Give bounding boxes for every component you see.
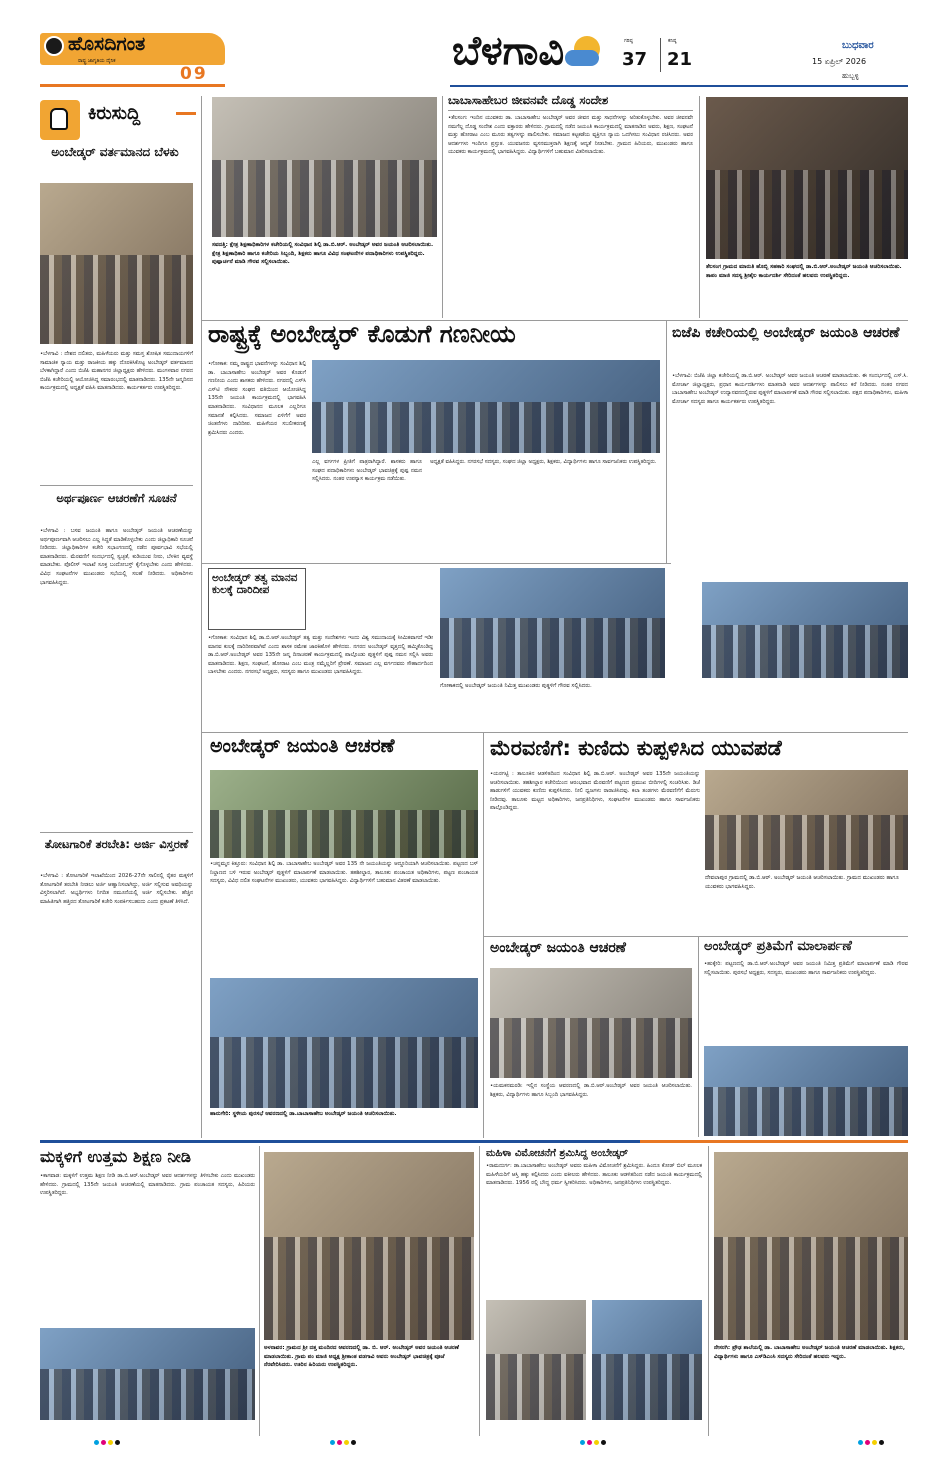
malarpane-photo [704,1046,908,1136]
registration-dots-mid2 [580,1440,606,1445]
jayanti1-photo [210,770,478,858]
jayanti2-headline: ಅಂಬೇಡ್ಕರ್ ಜಯಂತಿ ಆಚರಣೆ [490,940,626,956]
max-temp: 37 [622,49,648,70]
page-number: 09 [180,64,208,84]
bottom-left-photo [40,1328,255,1420]
paper-tagline: ರಾಷ್ಟ್ರ ಜಾಗೃತಿಯ ದೈನಿಕ [78,58,116,64]
jayanti2-body: •ಯಮಕನಮರಡಿ: ಇಲ್ಲಿನ ಸಂಸ್ಥೆಯ ಆವರಣದಲ್ಲಿ ಡಾ.ಬಿ.ಆರ್.ಅಂಬೇಡ್ಕರ್ ಅವರ ಜಯಂತಿ ಆಚರಿಸಲಾಯಿತು. ಶಿಕ್ಷಕರು, ವಿದ್ಯಾರ್ಥಿಗಳು ಹಾಗೂ ಸಿಬ್ಬಂದಿ ಭಾಗವಹಿಸಿದ್ದರು. [490,1083,692,1098]
col1-headline-3: ತೋಟಗಾರಿಕೆ ತರಬೇತಿ: ಅರ್ಜಿ ವಿಸ್ತರಣೆ [44,837,189,851]
registration-dots-left [94,1440,120,1445]
kirusuddi-label: ಕಿರುಸುದ್ದಿ [88,103,141,124]
hand-point-icon [50,108,68,130]
col1-headline-2: ಅರ್ಥಪೂರ್ಣ ಆಚರಣೆಗೆ ಸೂಚನೆ [56,491,177,505]
tatva-caption: ಗೋಕಾಕದಲ್ಲಿ ಅಂಬೇಡ್ಕರ್ ಜಯಂತಿ ನಿಮಿತ್ತ ಮುಖಂಡರು ಪುತ್ಥಳಿಗೆ ಗೌರವ ಸಲ್ಲಿಸಿದರು. [440,683,592,689]
malarpane-headline: ಅಂಬೇಡ್ಕರ್ ಪ್ರತಿಮೆಗೆ ಮಾಲಾರ್ಪಣೆ [704,939,852,954]
meravanige-body: •ಯರಗಟ್ಟಿ : ತಾಲೂಕಿನ ಆಡಳಿತದಿಂದ ಸಂವಿಧಾನ ಶಿಲ್ಪಿ ಡಾ.ಬಿ.ಆರ್. ಅಂಬೇಡ್ಕರ್ ಅವರ 135ನೇ ಜಯಂತಿಯನ್ನು ಆಚರಿಸಲಾಯಿತು. ತಹಶೀಲ್ದಾರ ಕಚೇರಿಯಿಂದ ಆರಂಭವಾದ ಮೆರವಣಿಗೆ ಪಟ್ಟಣದ ಪ್ರಮುಖ ಬೀದಿಗಳಲ್ಲಿ ಸಂಚರಿಸಿತು. ಡಿಜೆ ಹಾಡುಗಳಿಗೆ ಯುವಕರು ಕುಣಿದು ಕುಪ್ಪಳಿಸಿದರು. ನೀಲಿ ಧ್ವಜಗಳು ರಾರಾಜಿಸಿದವು. ಕಲಾ ತಂಡಗಳು ಮೆರವಣಿಗೆಗೆ ಮೆರುಗು ನೀಡಿದವು. ತಾಲೂಕು ಮಟ್ಟದ ಅಧಿಕಾರಿಗಳು, ಜನಪ್ರತಿನಿಧಿಗಳು, ಸಂಘಟನೆಗಳ ಮುಖಂಡರು ಹಾಗೂ ಸಾರ್ವಜನಿಕರು ಪಾಲ್ಗೊಂಡಿದ್ದರು. [490,771,700,812]
telasang-caption: ತೆಲಸಂಗ ಗ್ರಾಮದ ಮಾರುತಿ ಹೊಬ್ಬಿ ಸಹಕಾರಿ ಸಂಘದಲ್ಲಿ ಡಾ.ಬಿ.ಆರ್.ಅಂಬೇಡ್ಕರ್ ಜಯಂತಿ ಆಚರಿಸಲಾಯಿತು. ತಾಪಂ ಮಾಜಿ ಸದಸ್ಯ ಶ್ರೀಶೈಲ ಕಾರ್ಯದರ್ಶಿ ಸೇರಿದಂತೆ ಹಲವರು ಉಪಸ್ಥಿತರಿದ್ದರು. [706,264,902,279]
page-number-underline [40,84,225,87]
rashtra-photo [312,360,660,453]
min-label: ಕನಿಷ್ಠ [668,38,677,44]
jayanti1-headline: ಅಂಬೇಡ್ಕರ್ ಜಯಂತಿ ಆಚರಣೆ [210,735,395,757]
tatva-photo [440,568,665,678]
issue-date: 15 ಏಪ್ರಿಲ್ 2026 [812,57,867,66]
issue-day: ಬುಧವಾರ [842,40,874,51]
section-title: ಬೆಳಗಾವಿ [452,28,565,74]
tatva-body: •ಗೋಕಾಕ: ಸಂವಿಧಾನ ಶಿಲ್ಪಿ ಡಾ.ಬಿ.ಆರ್.ಅಂಬೇಡ್ಕರ್ ತತ್ವ ಮತ್ತು ಸಂದೇಶಗಳು ಇಂದು ವಿಶ್ವ ಸಮುದಾಯಕ್ಕೆ ಸೀಮಿತವಾಗದೆ ಇಡೀ ಮಾನವ ಕುಲಕ್ಕೆ ದಾರಿದೀಪವಾಗಿವೆ ಎಂದು ಶಾಸಕ ರಮೇಶ ಜಾರಕಿಹೊಳಿ ಹೇಳಿದರು. ನಗರದ ಅಂಬೇಡ್ಕರ್ ವೃತ್ತದಲ್ಲಿ ಹಮ್ಮಿಕೊಂಡಿದ್ದ ಡಾ.ಬಿ.ಆರ್.ಅಂಬೇಡ್ಕರ್ ಅವರ 135ನೇ ಜನ್ಮ ದಿನಾಚರಣೆ ಕಾರ್ಯಕ್ರಮದಲ್ಲಿ ಪಾಲ್ಗೊಂಡು ಪುತ್ಥಳಿಗೆ ಪುಷ್ಪ ನಮನ ಸಲ್ಲಿಸಿ ಅವರು ಮಾತನಾಡಿದರು. ಶಿಕ್ಷಣ, ಸಂಘಟನೆ, ಹೋರಾಟ ಎಂಬ ಮಂತ್ರ ನಮ್ಮೆಲ್ಲರಿಗೆ ಪ್ರೇರಣೆ. ಸಮಾಜದ ಎಲ್ಲ ವರ್ಗದವರು ಸೌಹಾರ್ದದಿಂದ ಬಾಳಬೇಕು ಎಂದರು. ನಗರಸಭೆ ಅಧ್ಯಕ್ಷರು, ಸದಸ್ಯರು ಹಾಗೂ ಮುಖಂಡರು ಭಾಗವಹಿಸಿದ್ದರು. [208,635,433,676]
mahila-headline: ಮಹಿಳಾ ವಿಮೋಚನೆಗೆ ಶ್ರಮಿಸಿದ್ದ ಅಂಬೇಡ್ಕರ್ [486,1148,629,1159]
bjp-headline: ಬಿಜೆಪಿ ಕಚೇರಿಯಲ್ಲಿ ಅಂಬೇಡ್ಕರ್ ಜಯಂತಿ ಆಚರಣೆ [672,325,900,341]
col1-story-3: •ಬೆಳಗಾವಿ : ತೋಟಗಾರಿಕೆ ಇಲಾಖೆಯಿಂದ 2026-27ನೇ ಸಾಲಿನಲ್ಲಿ ರೈತರ ಮಕ್ಕಳಿಗೆ ತೋಟಗಾರಿಕೆ ತರಬೇತಿ ನೀಡಲು ಅರ್ಜಿ ಆಹ್ವಾನಿಸಲಾಗಿದ್ದು, ಅರ್ಜಿ ಸಲ್ಲಿಸುವ ಅವಧಿಯನ್ನು ವಿಸ್ತರಿಸಲಾಗಿದೆ. ಅಭ್ಯರ್ಥಿಗಳು ನಿಗದಿತ ನಮೂನೆಯಲ್ಲಿ ಅರ್ಜಿ ಸಲ್ಲಿಸಬೇಕು. ಹೆಚ್ಚಿನ ಮಾಹಿತಿಗಾಗಿ ಹತ್ತಿರದ ತೋಟಗಾರಿಕೆ ಕಚೇರಿ ಸಂಪರ್ಕಿಸಬಹುದು ಎಂದು ಪ್ರಕಟಣೆ ತಿಳಿಸಿದೆ. [40,873,193,905]
mahila-photo-1 [486,1300,586,1420]
edition-name: ಹುಬ್ಬಳ್ಳಿ [842,72,859,80]
rashtra-headline: ರಾಷ್ಟ್ರಕ್ಕೆ ಅಂಬೇಡ್ಕರ್ ಕೊಡುಗೆ ಗಣನೀಯ [208,320,516,348]
bottom-left-body: •ಕಾಗವಾಡ: ಮಕ್ಕಳಿಗೆ ಉತ್ತಮ ಶಿಕ್ಷಣ ನೀಡಿ ಡಾ.ಬಿ.ಆರ್.ಅಂಬೇಡ್ಕರ್ ಅವರ ಆದರ್ಶಗಳನ್ನು ತಿಳಿಸಬೇಕು ಎಂದು ಮುಖಂಡರು ಹೇಳಿದರು. ಗ್ರಾಮದಲ್ಲಿ 135ನೇ ಜಯಂತಿ ಆಚರಣೆಯಲ್ಲಿ ಮಾತನಾಡಿದರು. ಗ್ರಾಮ ಪಂಚಾಯತ ಸದಸ್ಯರು, ಹಿರಿಯರು ಉಪಸ್ಥಿತರಿದ್ದರು. [40,1173,255,1197]
rashtra-body-left: •ಗೋಕಾಕ: ನಮ್ಮ ರಾಷ್ಟ್ರದ ಭಾವನೆಗಳನ್ನು ಸಂವಿಧಾನ ಶಿಲ್ಪಿ ಡಾ. ಬಾಬಾಸಾಹೇಬ ಅಂಬೇಡ್ಕರ್ ಅವರ ಕೊಡುಗೆ ಗಣನೀಯ ಎಂದು ಶಾಸಕರು ಹೇಳಿದರು. ನಗರದಲ್ಲಿ ಎಸ್‌ಸಿ ಎಸ್‌ಟಿ ನೌಕರರ ಸಂಘದ ವತಿಯಿಂದ ಆಯೋಜಿಸಿದ್ದ 135ನೇ ಜಯಂತಿ ಕಾರ್ಯಕ್ರಮದಲ್ಲಿ ಭಾಗವಹಿಸಿ ಮಾತನಾಡಿದರು. ಸಂವಿಧಾನದ ಮೂಲಕ ಎಲ್ಲರಿಗೂ ಸಮಾನತೆ ಕಲ್ಪಿಸಿದರು. ಸಮಾಜದ ಏಳಿಗೆಗೆ ಅವರ ಚಿಂತನೆಗಳು ದಾರಿದೀಪ. ಮಹಿಳೆಯರ ಸಬಲೀಕರಣಕ್ಕೆ ಶ್ರಮಿಸಿದರು ಎಂದರು. [208,361,306,436]
paper-name: ಹೊಸದಿಗಂತ [68,33,146,55]
harugeri-photo [210,978,478,1108]
savadatti-caption: ಸವದತ್ತಿ: ಕ್ಷೇತ್ರ ಶಿಕ್ಷಣಾಧಿಕಾರಿಗಳ ಕಚೇರಿಯಲ್ಲಿ ಸಂವಿಧಾನ ಶಿಲ್ಪಿ ಡಾ.ಬಿ.ಆರ್. ಅಂಬೇಡ್ಕರ್ ಅವರ ಜಯಂತಿ ಆಚರಿಸಲಾಯಿತು. ಕ್ಷೇತ್ರ ಶಿಕ್ಷಣಾಧಿಕಾರಿ ಹಾಗೂ ಕಚೇರಿಯ ಸಿಬ್ಬಂದಿ, ಶಿಕ್ಷಕರು ಹಾಗೂ ವಿವಿಧ ಸಂಘಟನೆಗಳ ಪದಾಧಿಕಾರಿಗಳು ಉಪಸ್ಥಿತರಿದ್ದರು. ಪುಷ್ಪಾರ್ಚನೆ ಮಾಡಿ ಗೌರವ ಸಲ್ಲಿಸಲಾಯಿತು. [212,242,434,266]
bottom-left-headline: ಮಕ್ಕಳಿಗೆ ಉತ್ತಮ ಶಿಕ್ಷಣ ನೀಡಿ [40,1147,191,1166]
nesaragi-caption: ನೇಸರಗಿ: ಪ್ರೌಢ ಶಾಲೆಯಲ್ಲಿ ಡಾ. ಬಾಬಾಸಾಹೇಬ ಅಂಬೇಡ್ಕರ್ ಜಯಂತಿ ಆಚರಣೆ ಮಾಡಲಾಯಿತು. ಶಿಕ್ಷಕರು, ವಿದ್ಯಾರ್ಥಿಗಳು ಹಾಗೂ ಎಸ್‌ಡಿಎಂಸಿ ಸದಸ್ಯರು ಸೇರಿದಂತೆ ಹಲವರು ಇದ್ದರು. [714,1345,906,1360]
rashtra-body-right: ಅಧ್ಯಕ್ಷತೆ ವಹಿಸಿದ್ದರು. ನಗರಸಭೆ ಸದಸ್ಯರು, ಸಂಘದ ಜಿಲ್ಲಾ ಅಧ್ಯಕ್ಷರು, ಶಿಕ್ಷಕರು, ವಿದ್ಯಾರ್ಥಿಗಳು ಹಾಗೂ ಸಾರ್ವಜನಿಕರು ಉಪಸ್ಥಿತರಿದ್ದರು. [430,459,657,465]
top-story-body: •ತೆಲಸಂಗ: ಇಂದಿನ ಯುವಕರು ಡಾ. ಬಾಬಾಸಾಹೇಬ ಅಂಬೇಡ್ಕರ್ ಅವರ ಜೀವನ ಮತ್ತು ಸಾಧನೆಗಳನ್ನು ಅರಿತುಕೊಳ್ಳಬೇಕು. ಅವರ ಜೀವನವೇ ನಮಗೆಲ್ಲ ದೊಡ್ಡ ಸಂದೇಶ ಎಂದು ವಕ್ತಾರರು ಹೇಳಿದರು. ಗ್ರಾಮದಲ್ಲಿ ನಡೆದ ಜಯಂತಿ ಕಾರ್ಯಕ್ರಮದಲ್ಲಿ ಮಾತನಾಡಿದ ಅವರು, ಶಿಕ್ಷಣ, ಸಂಘಟನೆ ಮತ್ತು ಹೋರಾಟ ಎಂಬ ಮೂರು ತತ್ವಗಳನ್ನು ಪಾಲಿಸಬೇಕು. ಸಮಾಜದ ಕಟ್ಟಕಡೆಯ ವ್ಯಕ್ತಿಗೂ ನ್ಯಾಯ ಒದಗಿಸಲು ಸಂವಿಧಾನ ರಚಿಸಿದರು. ಅವರ ಆದರ್ಶಗಳು ಇಂದಿಗೂ ಪ್ರಸ್ತುತ. ಯುವಜನರು ವ್ಯಸನಮುಕ್ತರಾಗಿ ಶಿಕ್ಷಣಕ್ಕೆ ಆದ್ಯತೆ ನೀಡಬೇಕು. ಗ್ರಾಮದ ಹಿರಿಯರು, ಮುಖಂಡರು ಹಾಗೂ ಯುವಕರು ಕಾರ್ಯಕ್ರಮದಲ್ಲಿ ಭಾಗವಹಿಸಿದ್ದರು. ವಿದ್ಯಾರ್ಥಿಗಳಿಗೆ ಬಹುಮಾನ ವಿತರಿಸಲಾಯಿತು. [448,115,693,156]
meravanige-photo [705,770,908,870]
alnavar-caption: ಅಳನಾವರ: ಗ್ರಾಮದ ಶ್ರೀ ದತ್ತ ಮಂದಿರದ ಆವರಣದಲ್ಲಿ ಡಾ. ಬಿ. ಆರ್. ಅಂಬೇಡ್ಕರ್ ಅವರ ಜಯಂತಿ ಆಚರಣೆ ಮಾಡಲಾಯಿತು. ಗ್ರಾಮ ಪಂ ಮಾಜಿ ಅಧ್ಯಕ್ಷ ಶ್ರೀಕಾಂತ ವಡಗಾವಿ ಅವರು ಅಂಬೇಡ್ಕರ್ ಭಾವಚಿತ್ರಕ್ಕೆ ಪೂಜೆ ನೆರವೇರಿಸಿದರು. ಊರಿನ ಹಿರಿಯರು ಉಪಸ್ಥಿತರಿದ್ದರು. [264,1345,459,1369]
top-story-headline: ಬಾಬಾಸಾಹೇಬರ ಜೀವನವೇ ದೊಡ್ಡ ಸಂದೇಶ [448,93,609,107]
rashtra-body-mid: ಎಲ್ಲ ವರ್ಗಗಳ ಪ್ರೀತಿಗೆ ಪಾತ್ರರಾಗಿದ್ದಾರೆ. ಶಾಸಕರು ಹಾಗೂ ಸಂಘದ ಪದಾಧಿಕಾರಿಗಳು ಅಂಬೇಡ್ಕರ್ ಭಾವಚಿತ್ರಕ್ಕೆ ಪುಷ್ಪ ನಮನ ಸಲ್ಲಿಸಿದರು. ನಂತರ ಉಪನ್ಯಾಸ ಕಾರ್ಯಕ್ರಮ ನಡೆಯಿತು. [312,459,422,483]
registration-dots-mid [330,1440,356,1445]
logo-emblem-icon [44,36,64,56]
mahila-photo-2 [592,1300,702,1420]
nesaragi-photo [714,1152,908,1340]
registration-dots-right [858,1440,884,1445]
col1-story-1: •ಬೆಳಗಾವಿ : ದೇಶದ ದಲಿತರು, ಮಹಿಳೆಯರು ಮತ್ತು ಸಮಸ್ತ ಶೋಷಿತ ಸಮುದಾಯಗಳಿಗೆ ಸಾಮಾಜಿಕ ನ್ಯಾಯ ಮತ್ತು ರಾಜಕೀಯ ಹಕ್ಕು ದೊರಕಿಸಿಕೊಟ್ಟ ಅಂಬೇಡ್ಕರ್ ವರ್ತಮಾನದ ಬೆಳಕಾಗಿದ್ದಾರೆ ಎಂದು ಬಿಜೆಪಿ ಮಹಾನಗರ ಜಿಲ್ಲಾಧ್ಯಕ್ಷರು ಹೇಳಿದರು. ಮಂಗಳವಾರ ನಗರದ ಬಿಜೆಪಿ ಕಚೇರಿಯಲ್ಲಿ ಆಯೋಜಿಸಿದ್ದ ಸಮಾರಂಭದಲ್ಲಿ ಮಾತನಾಡಿದರು. 135ನೇ ಜನ್ಮದಿನದ ಕಾರ್ಯಕ್ರಮದಲ್ಲಿ ಅಧ್ಯಕ್ಷತೆ ವಹಿಸಿ ಮಾತನಾಡಿದರು. ಕಾರ್ಯಕರ್ತರು ಉಪಸ್ಥಿತರಿದ್ದರು. [40,351,193,392]
meravanige-headline: ಮೆರವಣಿಗೆ: ಕುಣಿದು ಕುಪ್ಪಳಿಸಿದ ಯುವಪಡೆ [490,736,782,760]
tatva-headline: ಅಂಬೇಡ್ಕರ್ ತತ್ವ ಮಾನವ ಕುಲಕ್ಕೆ ದಾರಿದೀಪ [212,572,298,597]
meravanige-caption: ದೇವಲಾಪುರ ಗ್ರಾಮದಲ್ಲಿ ಡಾ.ಬಿ.ಆರ್. ಅಂಬೇಡ್ಕರ್ ಜಯಂತಿ ಆಚರಿಸಲಾಯಿತು. ಗ್ರಾಮದ ಮುಖಂಡರು ಹಾಗೂ ಯುವಕರು ಭಾಗವಹಿಸಿದ್ದರು. [705,875,899,890]
weather-cloud-icon [565,50,599,66]
malarpane-body: •ಹುಕ್ಕೇರಿ: ಪಟ್ಟಣದಲ್ಲಿ ಡಾ.ಬಿ.ಆರ್.ಅಂಬೇಡ್ಕರ್ ಅವರ ಜಯಂತಿ ನಿಮಿತ್ತ ಪ್ರತಿಮೆಗೆ ಮಾಲಾರ್ಪಣೆ ಮಾಡಿ ಗೌರವ ಸಲ್ಲಿಸಲಾಯಿತು. ಪುರಸಭೆ ಅಧ್ಯಕ್ಷರು, ಸದಸ್ಯರು, ಮುಖಂಡರು ಹಾಗೂ ಸಾರ್ವಜನಿಕರು ಉಪಸ್ಥಿತರಿದ್ದರು. [704,961,908,976]
harugeri-caption: ಹಾರುಗೇರಿ: ಸ್ಥಳೀಯ ಪುರಸಭೆ ಆವರಣದಲ್ಲಿ ಡಾ.ಬಾಬಾಸಾಹೇಬ ಅಂಬೇಡ್ಕರ್ ಜಯಂತಿ ಆಚರಿಸಲಾಯಿತು. [210,1111,397,1117]
col1-headline-1: ಅಂಬೇಡ್ಕರ್ ವರ್ತಮಾನದ ಬೆಳಕು [51,145,179,159]
yamakanamaradi-photo [490,968,692,1078]
bjp-photo-2 [702,582,908,678]
alnavar-photo [264,1152,474,1340]
savadatti-photo [212,97,437,237]
section-divider-accent [640,1140,908,1143]
col1-photo-1 [40,183,193,344]
mahila-body: •ರಾಮದುರ್ಗ: ಡಾ.ಬಾಬಾಸಾಹೇಬ ಅಂಬೇಡ್ಕರ್ ಅವರು ಮಹಿಳಾ ವಿಮೋಚನೆಗೆ ಶ್ರಮಿಸಿದ್ದರು. ಹಿಂದೂ ಕೋಡ್ ಬಿಲ್ ಮೂಲಕ ಮಹಿಳೆಯರಿಗೆ ಆಸ್ತಿ ಹಕ್ಕು ಕಲ್ಪಿಸಿದರು ಎಂದು ವಕೀಲರು ಹೇಳಿದರು. ತಾಲೂಕು ಆಡಳಿತದಿಂದ ನಡೆದ ಜಯಂತಿ ಕಾರ್ಯಕ್ರಮದಲ್ಲಿ ಮಾತನಾಡಿದರು. 1956 ರಲ್ಲಿ ಬೌದ್ಧ ಧರ್ಮ ಸ್ವೀಕರಿಸಿದರು. ಅಧಿಕಾರಿಗಳು, ಜನಪ್ರತಿನಿಧಿಗಳು ಉಪಸ್ಥಿತರಿದ್ದರು. [486,1163,702,1187]
masthead-rule [450,85,908,87]
col1-story-2: •ಬೆಳಗಾವಿ : ಬಸವ ಜಯಂತಿ ಹಾಗೂ ಅಂಬೇಡ್ಕರ್ ಜಯಂತಿ ಆಚರಣೆಯನ್ನು ಅರ್ಥಪೂರ್ಣವಾಗಿ ಆಚರಿಸಲು ಎಲ್ಲ ಸಿದ್ಧತೆ ಮಾಡಿಕೊಳ್ಳಬೇಕು ಎಂದು ಜಿಲ್ಲಾಧಿಕಾರಿ ಸೂಚನೆ ನೀಡಿದರು. ಜಿಲ್ಲಾಧಿಕಾರಿಗಳ ಕಚೇರಿ ಸಭಾಂಗಣದಲ್ಲಿ ನಡೆದ ಪೂರ್ವಭಾವಿ ಸಭೆಯಲ್ಲಿ ಮಾತನಾಡಿದರು. ಮೆರವಣಿಗೆ ಸಂದರ್ಭದಲ್ಲಿ ಸ್ವಚ್ಛತೆ, ಕುಡಿಯುವ ನೀರು, ಬೆಳಕಿನ ವ್ಯವಸ್ಥೆ ಮಾಡಬೇಕು. ಪೊಲೀಸ್ ಇಲಾಖೆ ಸೂಕ್ತ ಬಂದೋಬಸ್ತ್ ಕೈಗೊಳ್ಳಬೇಕು ಎಂದು ಹೇಳಿದರು. ವಿವಿಧ ಸಂಘಟನೆಗಳ ಮುಖಂಡರು ಸಭೆಯಲ್ಲಿ ಸಲಹೆ ನೀಡಿದರು. ಅಧಿಕಾರಿಗಳು ಭಾಗವಹಿಸಿದ್ದರು. [40,528,193,586]
jayanti1-body: •ಚನ್ನಮ್ಮನ ಕಿತ್ತೂರು: ಸಂವಿಧಾನ ಶಿಲ್ಪಿ ಡಾ. ಬಾಬಾಸಾಹೇಬ ಅಂಬೇಡ್ಕರ್ ಅವರ 135 ನೇ ಜಯಂತಿಯನ್ನು ಆದ್ದೂರಿಯಾಗಿ ಆಚರಿಸಲಾಯಿತು. ಪಟ್ಟಣದ ಬಸ್ ನಿಲ್ದಾಣದ ಬಳಿ ಇರುವ ಅಂಬೇಡ್ಕರ್ ಪುತ್ಥಳಿಗೆ ಮಾಲಾರ್ಪಣೆ ಮಾಡಲಾಯಿತು. ತಹಶೀಲ್ದಾರ, ತಾಲೂಕು ಪಂಚಾಯತ ಅಧಿಕಾರಿಗಳು, ಪಟ್ಟಣ ಪಂಚಾಯತ ಸದಸ್ಯರು, ವಿವಿಧ ದಲಿತ ಸಂಘಟನೆಗಳ ಮುಖಂಡರು, ಯುವಕರು ಭಾಗವಹಿಸಿದ್ದರು. ವಿದ್ಯಾರ್ಥಿಗಳಿಗೆ ಬಹುಮಾನ ವಿತರಣೆ ಮಾಡಲಾಯಿತು. [210,861,478,885]
max-label: ಗರಿಷ್ಠ [624,38,633,44]
min-temp: 21 [667,49,693,70]
section-divider [40,1140,640,1143]
bjp-body: •ಬೆಳಗಾವಿ: ಬಿಜೆಪಿ ಜಿಲ್ಲಾ ಕಚೇರಿಯಲ್ಲಿ ಡಾ.ಬಿ.ಆರ್. ಅಂಬೇಡ್ಕರ್ ಅವರ ಜಯಂತಿ ಆಚರಣೆ ಮಾಡಲಾಯಿತು. ಈ ಸಂದರ್ಭದಲ್ಲಿ ಎಸ್.ಸಿ. ಮೋರ್ಚಾ ಜಿಲ್ಲಾಧ್ಯಕ್ಷರು, ಪ್ರಧಾನ ಕಾರ್ಯದರ್ಶಿಗಳು ಮಾತನಾಡಿ ಅವರ ಆದರ್ಶಗಳನ್ನು ಪಾಲಿಸಲು ಕರೆ ನೀಡಿದರು. ನಂತರ ನಗರದ ಬಾಬಾಸಾಹೇಬ ಅಂಬೇಡ್ಕರ್ ಉದ್ಯಾನವನದಲ್ಲಿರುವ ಪುತ್ಥಳಿಗೆ ಮಾಲಾರ್ಪಣೆ ಮಾಡಿ ಗೌರವ ಸಲ್ಲಿಸಲಾಯಿತು. ಪಕ್ಷದ ಪದಾಧಿಕಾರಿಗಳು, ಮಹಿಳಾ ಮೋರ್ಚಾ ಸದಸ್ಯರು ಹಾಗೂ ಕಾರ್ಯಕರ್ತರು ಉಪಸ್ಥಿತರಿದ್ದರು. [672,373,908,405]
telasang-photo [706,97,908,259]
